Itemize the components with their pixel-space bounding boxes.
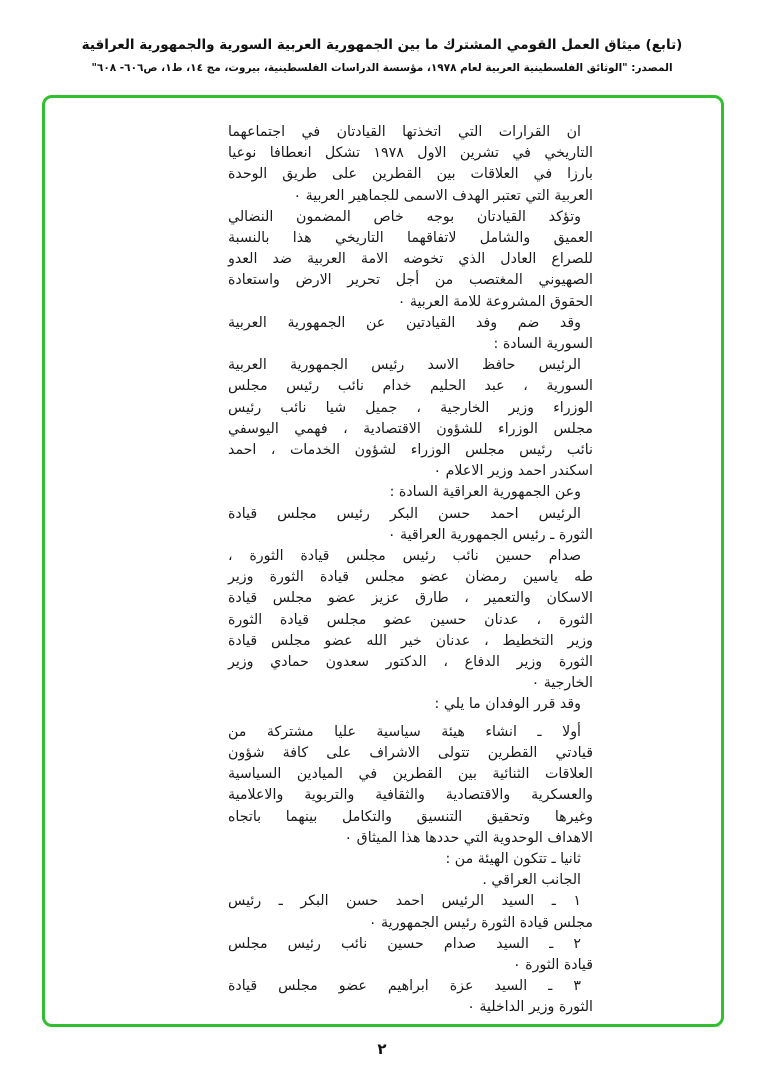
text-line: الاسكان والتعمير ، طارق عزيز عضو مجلس قيادة bbox=[228, 590, 593, 607]
text-line: وتؤكد القيادتان بوجه خاص المضمون النضالي bbox=[228, 208, 581, 225]
paragraph bbox=[228, 504, 593, 546]
text-line: بارزا في العلاقات بين القطرين على طريق الوحدة bbox=[228, 166, 593, 183]
text-line: الجانب العراقي . bbox=[482, 872, 581, 889]
text-line: العميق والشامل لاتفاقهما التاريخي هذا بالنسبة bbox=[228, 230, 593, 247]
text-line: الوزراء وزير الخارجية ، جميل شيا نائب رئيس bbox=[228, 399, 593, 416]
paragraph bbox=[228, 976, 593, 1018]
text-line: الصهيوني المغتصب من أجل تحرير الارض واستعادة bbox=[228, 272, 593, 289]
text-line: الرئيس احمد حسن البكر رئيس مجلس قيادة bbox=[228, 505, 581, 522]
text-line: مجلس الوزراء للشؤون الاقتصادية ، فهمي اليوسفي bbox=[228, 420, 593, 437]
text-line: الاهداف الوحدوية التي حددها هذا الميثاق ٠ bbox=[344, 829, 593, 846]
paragraph bbox=[228, 122, 593, 207]
text-line: والعسكرية والاقتصادية والثقافية والتربوية والاعلامية bbox=[228, 787, 593, 804]
text-line: السورية السادة : bbox=[493, 336, 593, 353]
text-line: الثورة وزير الداخلية ٠ bbox=[467, 999, 593, 1016]
text-line: الرئيس حافظ الاسد رئيس الجمهورية العربية bbox=[228, 357, 581, 374]
text-line: أولا ـ انشاء هيئة سياسية عليا مشتركة من bbox=[228, 723, 581, 740]
text-line: السورية ، عبد الحليم خدام نائب رئيس مجلس bbox=[228, 378, 593, 395]
paragraph bbox=[228, 546, 593, 694]
text-line: وقد ضم وفد القيادتين عن الجمهورية العربية bbox=[228, 314, 581, 331]
text-line: الحقوق المشروعة للامة العربية ٠ bbox=[397, 293, 593, 310]
paragraph bbox=[228, 482, 593, 503]
text-line: ٢ ـ السيد صدام حسين نائب رئيس مجلس bbox=[228, 935, 581, 952]
text-line: ١ ـ السيد الرئيس احمد حسن البكر ـ رئيس bbox=[228, 893, 581, 910]
text-line: قيادة الثورة ٠ bbox=[513, 956, 593, 973]
text-line: طه ياسين رمضان عضو مجلس قيادة الثورة وزير bbox=[228, 569, 593, 586]
document-source: المصدر: "الوثائق الفلسطينية العربية لعام ١٩٧٨، مؤسسة الدراسات الفلسطينية، بيروت، مج ١٤، ط١، ص٦٠٦- ٦٠٨" bbox=[91, 62, 673, 74]
text-line: ٣ ـ السيد عزة ابراهيم عضو مجلس قيادة bbox=[228, 978, 581, 995]
text-line: وزير التخطيط ، عدنان خير الله عضو مجلس قيادة bbox=[228, 632, 593, 649]
paragraph bbox=[228, 870, 593, 891]
text-line: وقد قرر الوفدان ما يلي : bbox=[434, 696, 581, 713]
paragraph bbox=[228, 694, 593, 715]
text-line: العلاقات الثنائية بين القطرين في الميادين السياسية bbox=[228, 766, 593, 783]
paragraph bbox=[228, 355, 593, 482]
paragraph bbox=[228, 934, 593, 976]
text-line: الثورة ، عدنان حسين عضو مجلس قيادة الثورة bbox=[228, 611, 593, 628]
text-line: العربية التي تعتبر الهدف الاسمى للجماهير العربية ٠ bbox=[293, 187, 593, 204]
text-line: للصراع العادل الذي تخوضه الامة العربية ضد العدو bbox=[228, 251, 593, 268]
text-line: الثورة ـ رئيس الجمهورية العراقية ٠ bbox=[387, 526, 593, 543]
text-line: اسكندر احمد وزير الاعلام ٠ bbox=[433, 463, 593, 480]
text-line: ثانيا ـ تتكون الهيئة من : bbox=[445, 850, 581, 867]
paragraph bbox=[228, 891, 593, 933]
page-number: ٢ bbox=[377, 1040, 387, 1058]
text-line: التاريخي في تشرين الاول ١٩٧٨ تشكل انعطافا نوعيا bbox=[228, 145, 593, 162]
paragraph bbox=[228, 722, 593, 849]
text-line: ان القرارات التي اتخذتها القيادتان في اجتماعهما bbox=[228, 124, 581, 140]
paragraph bbox=[228, 313, 593, 355]
text-line: صدام حسين نائب رئيس مجلس قيادة الثورة ، bbox=[228, 548, 581, 565]
text-line: الثورة وزير الدفاع ، الدكتور سعدون حمادي وزير bbox=[228, 654, 593, 671]
text-line: نائب رئيس مجلس الوزراء لشؤون الخدمات ، احمد bbox=[228, 442, 593, 459]
document-body bbox=[228, 122, 593, 1019]
text-line: الخارجية ٠ bbox=[531, 675, 593, 692]
document-title: (تابع) ميثاق العمل القومي المشترك ما بين الجمهورية العربية السورية والجمهورية العراقية bbox=[81, 37, 683, 53]
text-line: وغيرها وتحقيق التنسيق والتكامل بينهما باتجاه bbox=[228, 808, 593, 825]
text-line: قيادتي القطرين تتولى الاشراف على كافة شؤون bbox=[228, 744, 593, 761]
text-line: مجلس قيادة الثورة رئيس الجمهورية ٠ bbox=[368, 914, 593, 931]
paragraph bbox=[228, 849, 593, 870]
text-line: وعن الجمهورية العراقية السادة : bbox=[389, 484, 581, 501]
paragraph bbox=[228, 207, 593, 313]
